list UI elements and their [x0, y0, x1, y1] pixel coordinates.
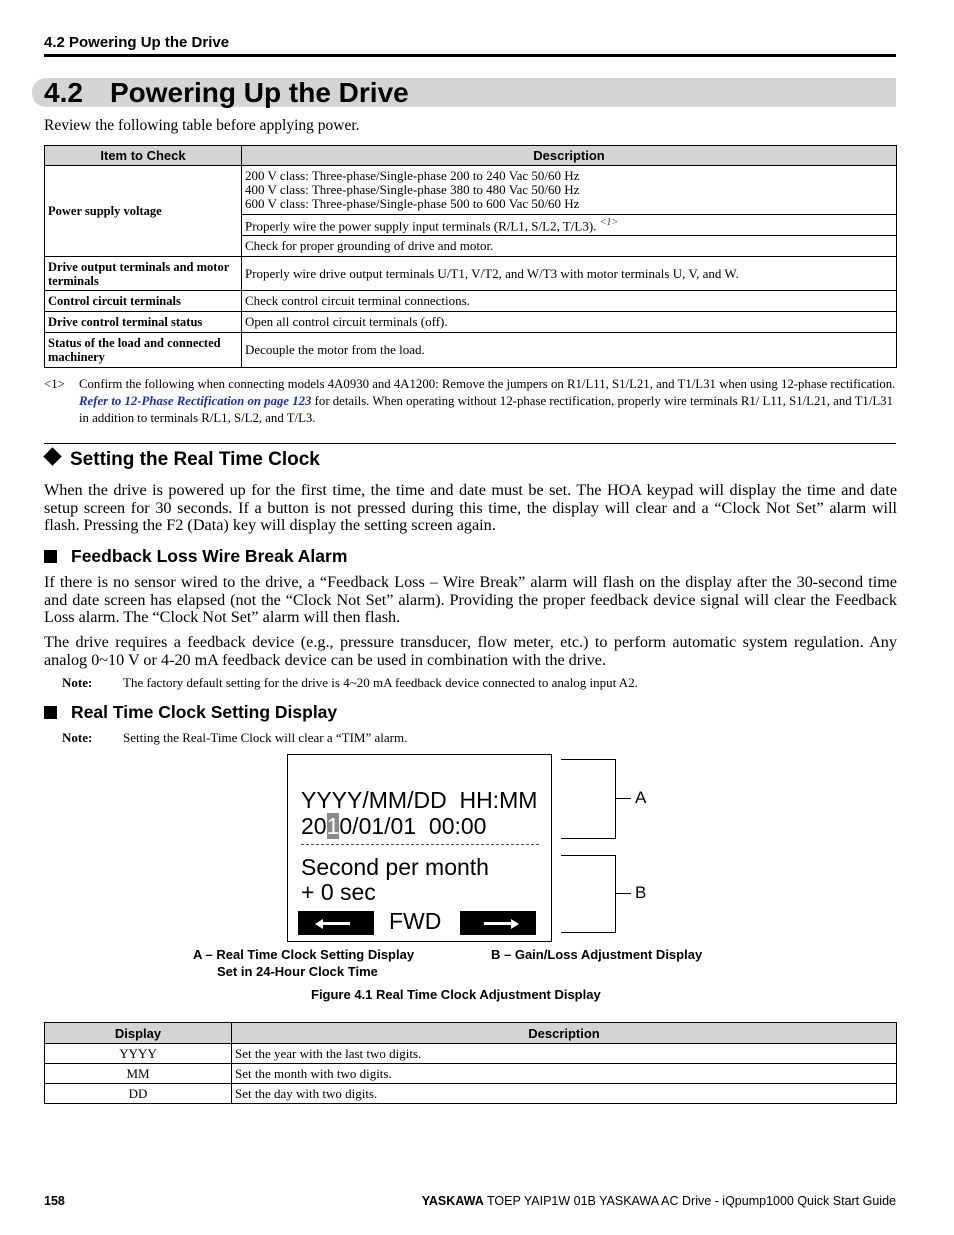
footer-brand: YASKAWA: [421, 1194, 484, 1208]
section-number: 4.2: [44, 77, 83, 108]
caption-b: B – Gain/Loss Adjustment Display: [491, 947, 703, 962]
footer-doc: [422, 1194, 896, 1208]
bracket-b: [561, 855, 616, 933]
voltage-line: 600 V class: Three-phase/Single-phase 500 to 600 Vac 50/60 Hz: [245, 196, 580, 211]
running-head: 4.2 Powering Up the Drive: [44, 34, 230, 51]
page-number: 158: [44, 1194, 65, 1208]
feedback-para2-text: The drive requires a feedback device (e.g., pressure transducer, flow meter, etc.) to perform automatic system regulation. Any analog 0~10 V or 4-20 mA feedback device can be used in combination with the drive.: [44, 633, 897, 669]
diamond-bullet-icon: [43, 447, 61, 465]
callout-line-a: [616, 798, 631, 799]
display-cell: MM: [45, 1064, 232, 1084]
voltage-line: 200 V class: Three-phase/Single-phase 200 to 240 Vac 50/60 Hz: [245, 168, 580, 183]
note-text: The factory default setting for the drive is 4~20 mA feedback device connected to analog input A2.: [123, 675, 638, 690]
bracket-a: [561, 759, 616, 839]
lcd-divider: [301, 844, 539, 845]
feedback-heading-text: Feedback Loss Wire Break Alarm: [71, 546, 348, 566]
display-heading-text: Real Time Clock Setting Display: [71, 702, 338, 722]
section-rule: [44, 443, 896, 444]
lcd-date-rest: 0/01/01 00:00: [339, 813, 487, 839]
rtc-heading-text: Setting the Real Time Clock: [70, 449, 320, 470]
output-desc: Properly wire drive output terminals U/T1, V/T2, and W/T3 with motor terminals U, V, and W.: [242, 257, 897, 291]
check-table: [44, 145, 897, 368]
col-header-description: Description: [242, 146, 897, 166]
right-key[interactable]: [460, 911, 536, 935]
col-header-description: Description: [232, 1023, 897, 1044]
table-row: [45, 1084, 897, 1104]
description-cell: Set the month with two digits.: [232, 1064, 897, 1084]
left-key[interactable]: [298, 911, 374, 935]
feedback-para1-text: If there is no sensor wired to the drive, a “Feedback Loss – Wire Break” alarm will flash on the display after the 30-second time and date screen has elapsed (not the “Clock Not Set” alarm). Providing the proper feedback device signal will clear the Feedback Loss alarm. The “Clock Not Set” alarm will then flash.: [44, 573, 897, 626]
note-label: Note:: [62, 675, 93, 690]
rtc-para-text: When the drive is powered up for the first time, the time and date must be set. The HOA keypad will display the time and date setup screen for 30 seconds. If a button is not pressed during this time, the display will clear and a “Clock Not Set” alarm will flash. Pressing the F2 (Data) key will display the setting screen again.: [44, 481, 897, 534]
rtc-heading: [44, 448, 320, 472]
figure-caption: Figure 4.1 Real Time Clock Adjustment Display: [311, 987, 601, 1002]
page-ref-link[interactable]: Refer to 12-Phase Rectification on page 123: [79, 394, 312, 408]
lcd-display: [287, 754, 552, 942]
callout-line-b: [616, 893, 631, 894]
display-note: [62, 730, 407, 746]
lcd-cursor: 1: [326, 813, 340, 839]
square-bullet-icon: [44, 550, 57, 563]
feedback-heading: [44, 545, 347, 567]
table-row: [45, 1064, 897, 1084]
callout-label-b: B: [635, 883, 647, 902]
section-title-text: Powering Up the Drive: [110, 77, 409, 108]
lcd-line-3: Second per month: [301, 854, 489, 880]
power-wiring-cell: [242, 215, 897, 236]
lcd-line-1: YYYY/MM/DD HH:MM: [301, 787, 538, 813]
footer-doc-title: TOEP YAIP1W 01B YASKAWA AC Drive - iQpump1000 Quick Start Guide: [487, 1194, 896, 1208]
item-control-circuit: Control circuit terminals: [45, 291, 242, 312]
item-terminal-status: Drive control terminal status: [45, 312, 242, 333]
description-cell: Set the year with the last two digits.: [232, 1044, 897, 1064]
status-desc: Open all control circuit terminals (off).: [242, 312, 897, 333]
power-voltage-cell: [242, 166, 897, 215]
lcd-line-2: [301, 813, 486, 839]
lcd-line-4: + 0 sec: [301, 879, 376, 905]
footnote: [44, 376, 897, 427]
callout-label-a: A: [635, 788, 647, 807]
lcd-year-prefix: 20: [301, 813, 327, 839]
display-cell: DD: [45, 1084, 232, 1104]
square-bullet-icon: [44, 706, 57, 719]
section-title: [44, 76, 409, 110]
display-table: [44, 1022, 897, 1104]
footnote-ref-link[interactable]: <1>: [599, 217, 619, 229]
footnote-text-before: Confirm the following when connecting models 4A0930 and 4A1200: Remove the jumpers on R1/L11, S1/L21, and T1/L31 when using 12-phase rectification.: [79, 377, 896, 391]
note-label: Note:: [62, 730, 93, 745]
feedback-paragraph-2: [44, 634, 897, 669]
header-rule: [44, 54, 896, 57]
power-wiring-text: Properly wire the power supply input terminals (R/L1, S/L2, T/L3).: [245, 218, 597, 234]
caption-a-line-1: A – Real Time Clock Setting Display: [193, 947, 415, 962]
note-text: Setting the Real-Time Clock will clear a “TIM” alarm.: [123, 730, 408, 745]
col-header-item: Item to Check: [45, 146, 242, 166]
display-heading: [44, 701, 337, 723]
table-row: [45, 1044, 897, 1064]
rtc-paragraph: [44, 482, 897, 535]
footnote-mark: <1>: [44, 377, 65, 391]
col-header-display: Display: [45, 1023, 232, 1044]
item-power-supply: Power supply voltage: [45, 166, 242, 257]
power-grounding-cell: Check for proper grounding of drive and motor.: [242, 236, 897, 257]
description-cell: Set the day with two digits.: [232, 1084, 897, 1104]
voltage-line: 400 V class: Three-phase/Single-phase 380 to 480 Vac 50/60 Hz: [245, 182, 580, 197]
left-arrow-icon: [322, 922, 350, 925]
feedback-paragraph-1: [44, 574, 897, 627]
item-load-status: Status of the load and connected machinery: [45, 333, 242, 368]
intro-text: Review the following table before applying power.: [44, 117, 360, 134]
control-desc: Check control circuit terminal connections.: [242, 291, 897, 312]
load-desc: Decouple the motor from the load.: [242, 333, 897, 368]
footnote-text-after: for details. When operating without 12-phase rectification, properly wire terminals R1/ L11, S1/L21, and T1/L31 in addition to terminals R/L1, S/L2, and T/L3.: [79, 394, 893, 425]
caption-a-line-2: Set in 24-Hour Clock Time: [217, 964, 378, 979]
display-cell: YYYY: [45, 1044, 232, 1064]
item-output-terminals: Drive output terminals and motor terminals: [45, 257, 242, 291]
feedback-note: [62, 675, 638, 691]
fwd-indicator: FWD: [389, 908, 442, 934]
right-arrow-icon: [484, 922, 512, 925]
